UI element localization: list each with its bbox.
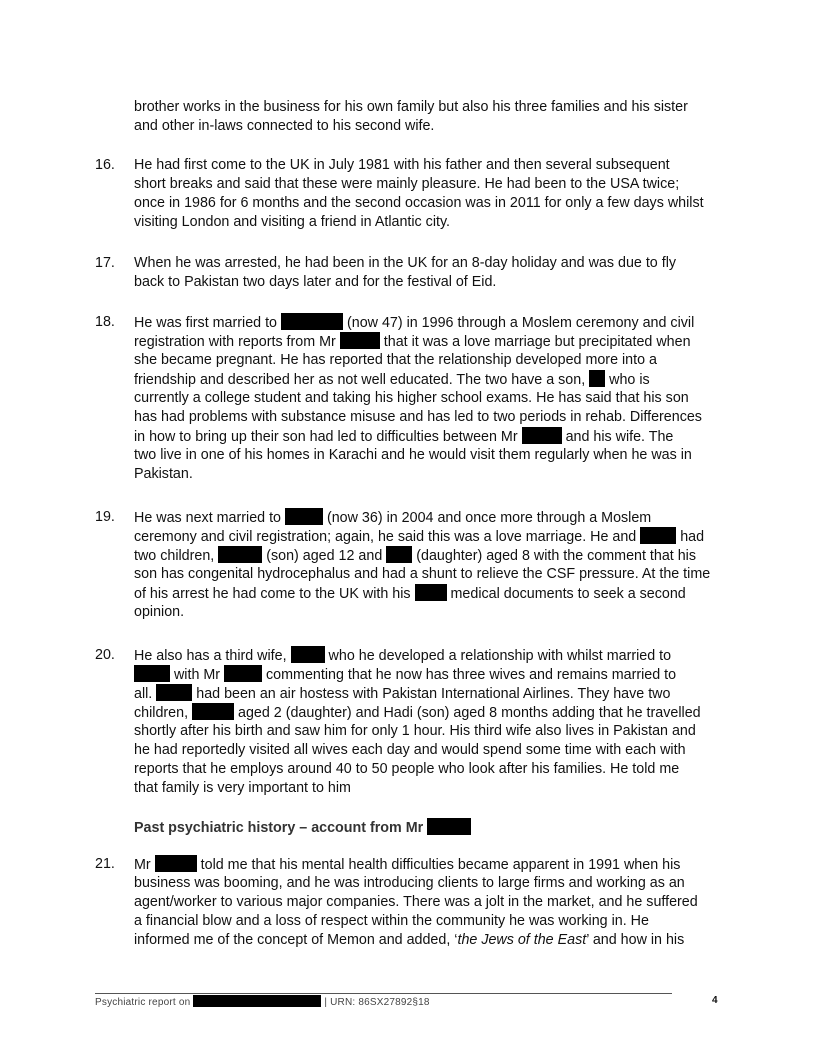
quoted-phrase: the Jews of the East <box>457 932 587 948</box>
text-line: a financial blow and a loss of respect within the community he was working in. He <box>134 913 649 929</box>
redaction-bar <box>522 427 562 444</box>
text-line: He had first come to the UK in July 1981 with his father and then several subsequent <box>134 157 670 173</box>
text-line: and other in-laws connected to his second wife. <box>134 118 435 134</box>
paragraph-continued <box>95 98 735 138</box>
text-line: he had reportedly visited all wives each day and would spend some time with each with <box>134 742 686 758</box>
text-line: When he was arrested, he had been in the UK for an 8-day holiday and was due to fly <box>134 255 677 271</box>
text-line: He was first married to (now 47) in 1996 through a Moslem ceremony and civil <box>134 315 695 331</box>
text-line: business was booming, and he was introducing clients to large firms and working as an <box>134 875 685 891</box>
text-line: shortly after his birth and saw him for only 1 hour. His third wife also lives in Pakistan and <box>134 723 696 739</box>
text-line: Mr told me that his mental health difficulties became apparent in 1991 when his <box>134 857 681 873</box>
redaction-bar <box>386 546 412 563</box>
page-footer: Psychiatric report on | URN: 86SX27892§18 <box>95 997 430 1008</box>
redaction-bar <box>340 332 380 349</box>
text-line: opinion. <box>134 604 185 620</box>
text-line: has had problems with substance misuse and has led to two periods in rehab. Differences <box>134 409 702 425</box>
redaction-bar <box>291 646 325 663</box>
redaction-bar <box>134 665 170 682</box>
text-line: in how to bring up their son had led to difficulties between Mr and his wife. The <box>134 429 674 445</box>
redaction-bar <box>192 703 234 720</box>
text-line: registration with reports from Mr that it was a love marriage but precipitated when <box>134 334 691 350</box>
paragraph-19 <box>95 508 735 623</box>
paragraph-number: 16. <box>95 157 115 173</box>
paragraph-number: 17. <box>95 255 115 271</box>
redaction-bar <box>193 995 321 1007</box>
paragraph-20 <box>95 646 735 799</box>
text-line: all. had been an air hostess with Pakistan International Airlines. They have two <box>134 686 671 702</box>
text-line: two live in one of his homes in Karachi and he would visit them regularly when he was in <box>134 447 692 463</box>
text-line: ceremony and civil registration; again, he said this was a love marriage. He and had <box>134 529 705 545</box>
text-line: brother works in the business for his own family but also his three families and his sister <box>134 99 688 115</box>
text-line: son has congenital hydrocephalus and had a shunt to relieve the CSF pressure. At the time <box>134 566 711 582</box>
paragraph-number: 19. <box>95 509 115 525</box>
redaction-bar <box>155 855 197 872</box>
paragraph-17 <box>95 254 735 294</box>
text-line: friendship and described her as not well educated. The two have a son, who is <box>134 372 650 388</box>
text-line: once in 1986 for 6 months and the second occasion was in 2011 for only a few days whilst <box>134 195 704 211</box>
page-number: 4 <box>712 995 718 1006</box>
paragraph-number: 20. <box>95 647 115 663</box>
text-line: back to Pakistan two days later and for the festival of Eid. <box>134 274 497 290</box>
footer-divider <box>95 993 672 994</box>
text-line: informed me of the concept of Memon and added, ‘the Jews of the East’ and how in his <box>134 932 685 948</box>
text-line: that family is very important to him <box>134 780 351 796</box>
paragraph-21 <box>95 855 735 951</box>
text-line: two children, (son) aged 12 and (daughter) aged 8 with the comment that his <box>134 548 697 564</box>
redaction-bar <box>281 313 343 330</box>
redaction-bar <box>589 370 605 387</box>
text-line: Pakistan. <box>134 466 193 482</box>
text-line: short breaks and said that these were mainly pleasure. He had been to the USA twice; <box>134 176 680 192</box>
paragraph-number: 18. <box>95 314 115 330</box>
text-line: with Mr commenting that he now has three wives and remains married to <box>134 665 676 685</box>
text-line: she became pregnant. He has reported that the relationship developed more into a <box>134 352 657 368</box>
redaction-bar <box>224 665 262 682</box>
redaction-bar <box>415 584 447 601</box>
paragraph-number: 21. <box>95 856 115 872</box>
redaction-bar <box>218 546 262 563</box>
redaction-bar <box>640 527 676 544</box>
text-line: children, aged 2 (daughter) and Hadi (son) aged 8 months adding that he travelled <box>134 705 701 721</box>
section-heading: Past psychiatric history – account from Mr <box>134 818 471 836</box>
text-line: of his arrest he had come to the UK with his medical documents to seek a second <box>134 586 686 602</box>
text-line: He was next married to (now 36) in 2004 and once more through a Moslem <box>134 510 652 526</box>
paragraph-18 <box>95 313 735 485</box>
text-line: agent/worker to various major companies. There was a jolt in the market, and he suffered <box>134 894 698 910</box>
redaction-bar <box>156 684 192 701</box>
text-line: currently a college student and taking his higher school exams. He has said that his son <box>134 390 689 406</box>
redaction-bar <box>427 818 471 835</box>
text-line: visiting London and visiting a friend in Atlantic city. <box>134 214 451 230</box>
redaction-bar <box>285 508 323 525</box>
text-line: reports that he employs around 40 to 50 people who look after his families. He told me <box>134 761 680 777</box>
paragraph-16 <box>95 156 735 234</box>
text-line: He also has a third wife, who he developed a relationship with whilst married to <box>134 648 672 664</box>
